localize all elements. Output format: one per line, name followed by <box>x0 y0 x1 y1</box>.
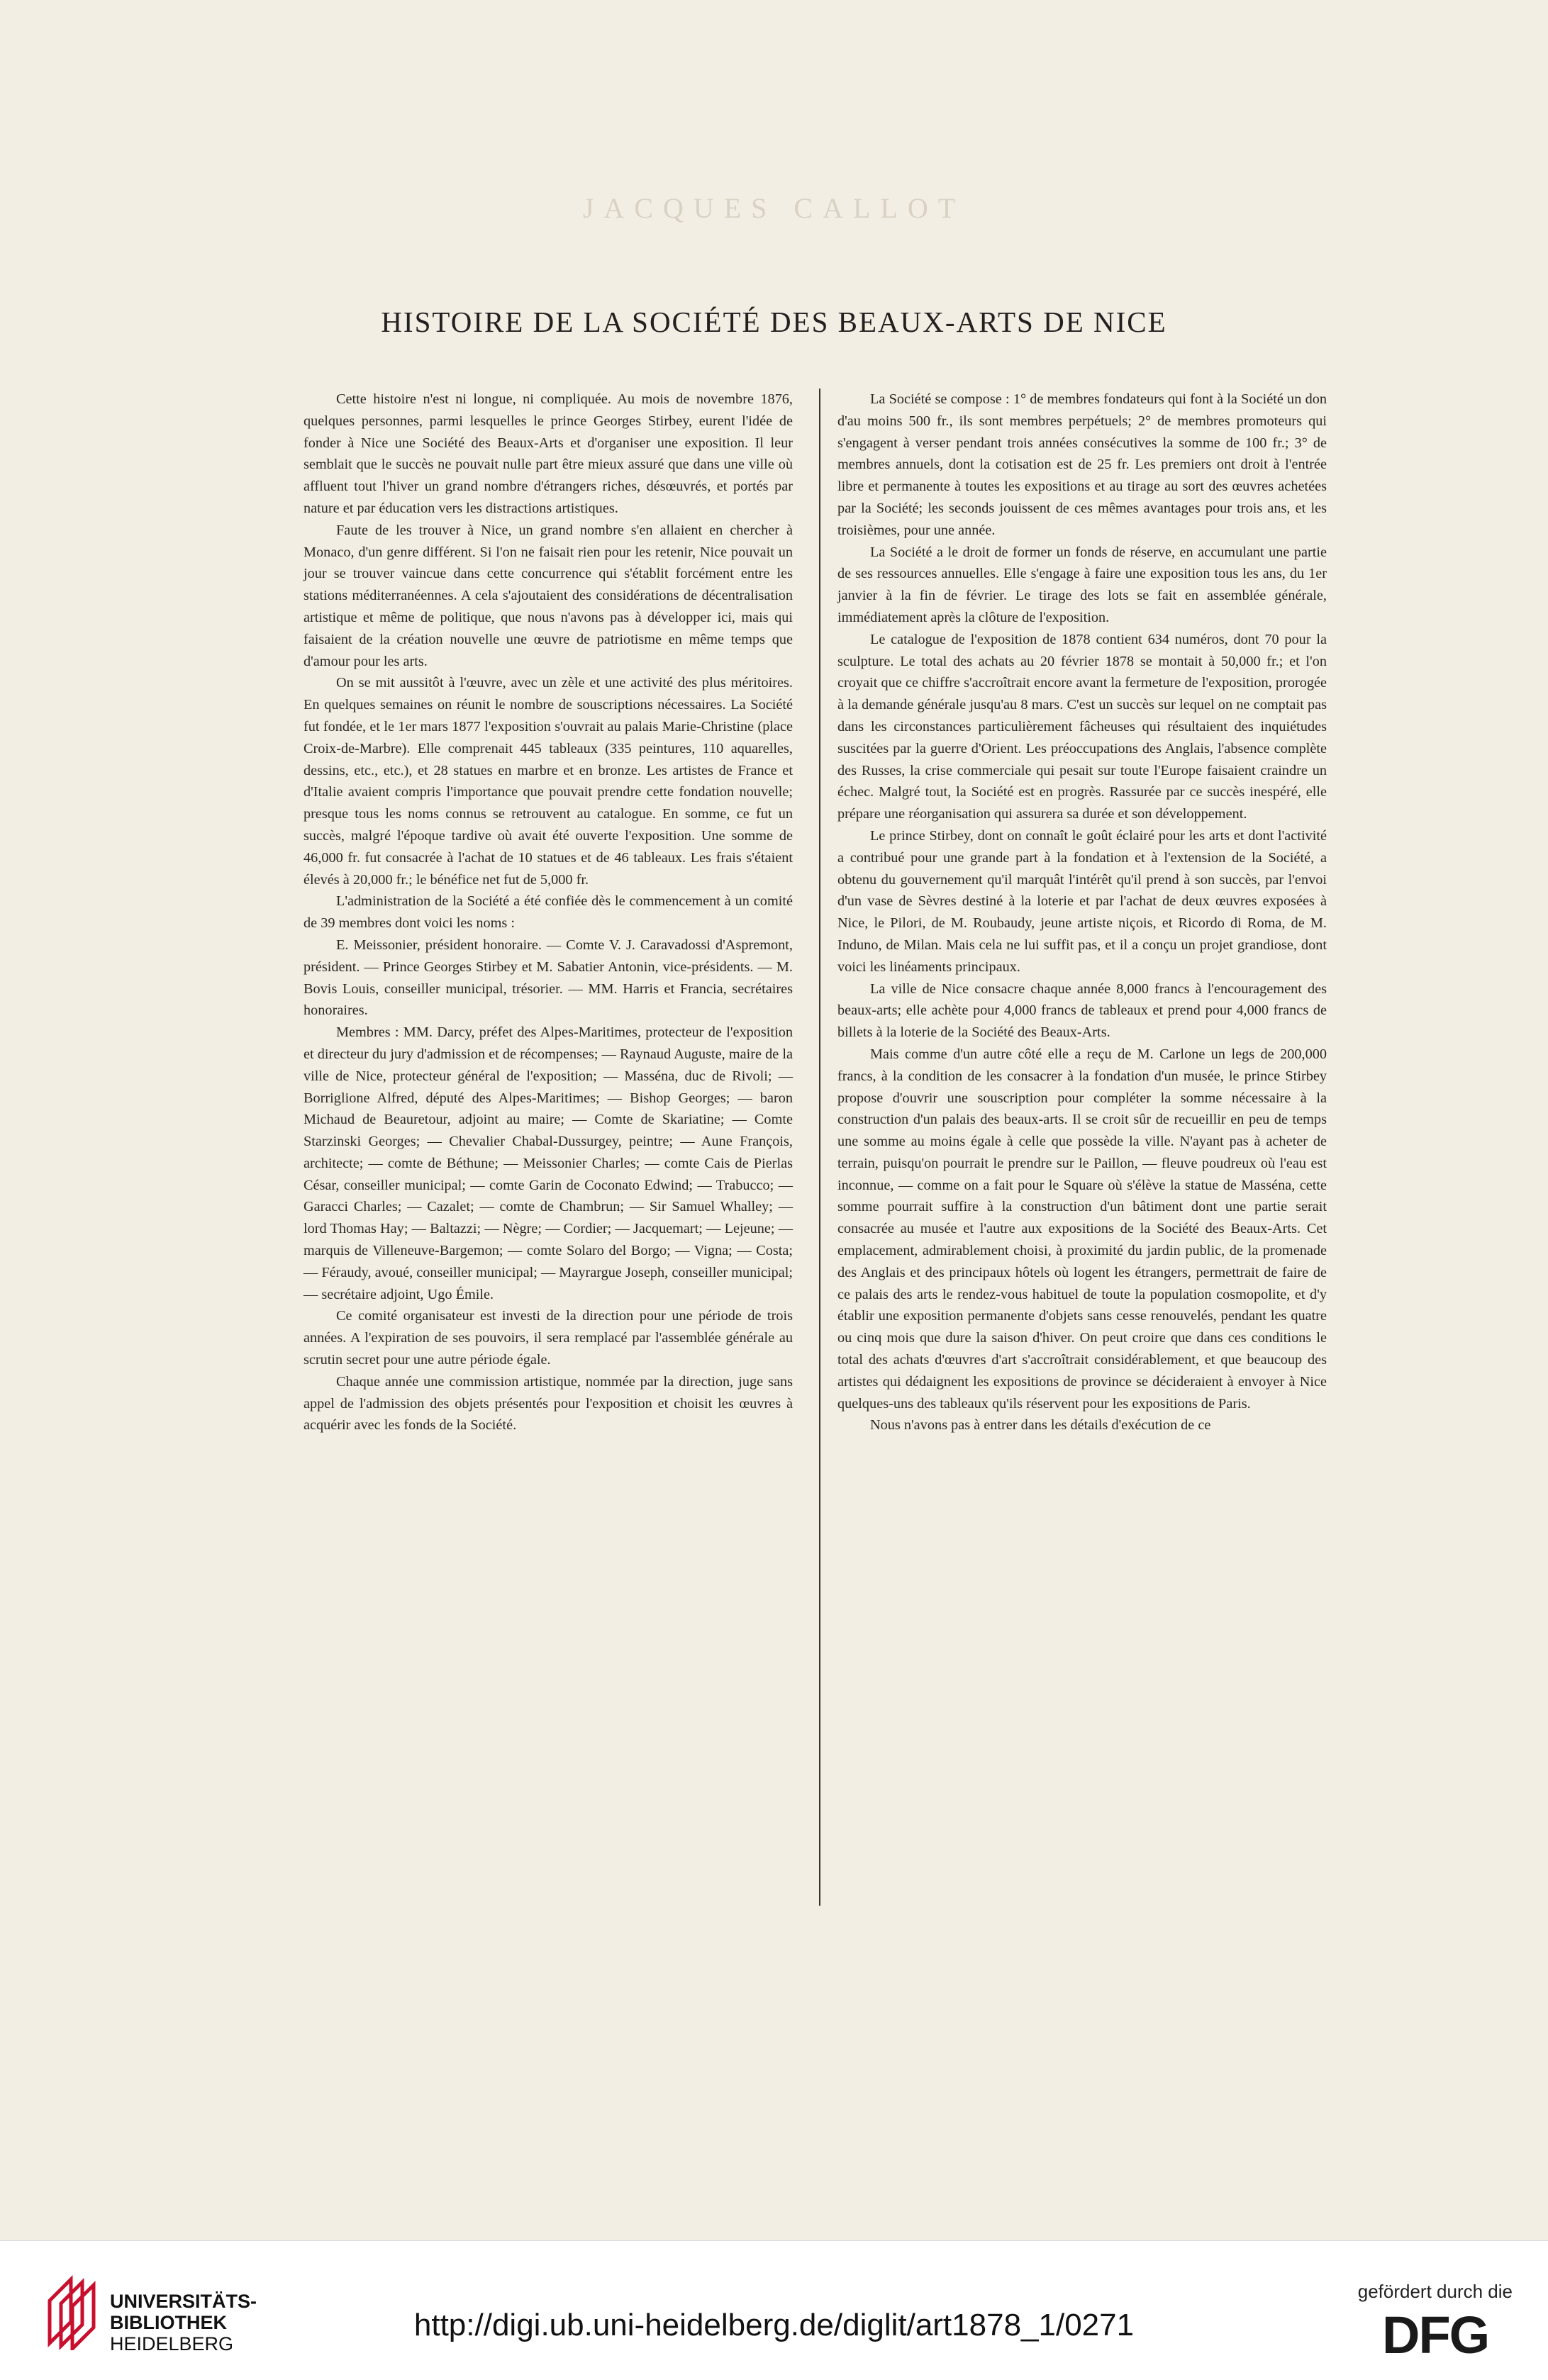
paragraph: Membres : MM. Darcy, préfet des Alpes-Maritimes, protecteur de l'exposition et directeur du jury d'admission et de récompenses; — Raynaud Auguste, maire de la ville de Nice, protecteur général de l'exposition; — Masséna, duc de Rivoli; — Borriglione Alfred, député des Alpes-Maritimes; — Bishop Georges; — baron Michaud de Beauretour, adjoint au maire; — Comte de Skariatine; — Comte Starzinski Georges; — Chevalier Chabal-Dussurgey, peintre; — Aune François, architecte; — comte de Béthune; — Meissonier Charles; — comte Cais de Pierlas César, conseiller municipal; — comte Garin de Coconato Edwind; — Trabucco; — Garacci Charles; — Cazalet; — comte de Chambrun; — Sir Samuel Whalley; — lord Thomas Hay; — Baltazzi; — Nègre; — Cordier; — Jacquemart; — Lejeune; — marquis de Villeneuve-Bargemon; — comte Solaro del Borgo; — Vigna; — Costa; — Féraudy, avoué, conseiller municipal; — Mayrargue Joseph, conseiller municipal; — secrétaire adjoint, Ugo Émile. <box>304 1024 793 1302</box>
funding-label: gefördert durch die <box>1357 2281 1513 2302</box>
paragraph: Nous n'avons pas à entrer dans les détails d'exécution de ce <box>870 1417 1211 1434</box>
paragraph: Le prince Stirbey, dont on connaît le goût éclairé pour les arts et dont l'activité a contribué pour une grande part à la fondation et à l'extension de la Société, a obtenu du gouvernement qu'il marquât l'intérêt qu'il prend à son succès, par l'envoi d'un vase de Sèvres destiné à la loterie et par l'achat de deux œuvres exposées à Nice, le Pilori, de M. Roubaudy, jeune artiste niçois, et Ricordo di Roma, de M. Induno, de Milan. Mais cela ne lui suffit pas, et il a conçu un projet grandiose, dont voici les linéaments principaux. <box>837 827 1327 975</box>
paragraph: Faute de les trouver à Nice, un grand nombre s'en allaient en chercher à Monaco, d'un genre différent. Si l'on ne faisait rien pour les retenir, Nice pouvait un jour se trouver vaincue dans cette concurrence qui s'établit forcément entre les stations méditerranéennes. A cela s'ajoutaient des considérations de décentralisation artistique et même de politique, que nous n'avons pas à développer ici, mais qui faisaient de la création nouvelle une œuvre de patriotisme en même temps que d'amour pour les arts. <box>304 522 793 669</box>
column-divider <box>819 389 820 1906</box>
paragraph: Le catalogue de l'exposition de 1878 contient 634 numéros, dont 70 pour la sculpture. Le total des achats au 20 février 1878 se montait à 50,000 fr.; et l'on croyait que ce chiffre s'accroîtrait encore avant la fermeture de l'exposition, prorogée à la demande générale jusqu'au 8 mars. C'est un succès sur lequel on ne comptait pas dans les circonstances particulièrement fâcheuses qui résultaient des inquiétudes suscitées par la guerre d'Orient. Les préoccupations des Anglais, l'absence complète des Russes, la crise commerciale qui pesait sur toute l'Europe faisaient craindre un échec. Malgré tout, la Société est en progrès. Rassurée par ce succès inespéré, elle prépare une réorganisation qui assurera sa durée et son développement. <box>837 631 1327 822</box>
paragraph: Cette histoire n'est ni longue, ni compliquée. Au mois de novembre 1876, quelques personnes, parmi lesquelles le prince Georges Stirbey, eurent l'idée de fonder à Nice une Société des Beaux-Arts et d'organiser une exposition. Il leur semblait que le succès ne pouvait nulle part être mieux assuré que dans une ville où affluent tout l'hiver un grand nombre d'étrangers riches, désœuvrés, et portés par nature et par éducation vers les distractions artistiques. <box>304 391 793 516</box>
bleed-through-text: JACQUES CALLOT <box>582 192 966 224</box>
article-title: HISTOIRE DE LA SOCIÉTÉ DES BEAUX-ARTS DE NICE <box>381 306 1167 338</box>
dfg-logo-icon[interactable] <box>1382 2309 1517 2362</box>
paragraph: Chaque année une commission artistique, nommée par la direction, juge sans appel de l'admission des objets présentés pour l'exposition et choisit les œuvres à acquérir avec les fonds de la Société. <box>304 1373 793 1434</box>
paragraph: On se mit aussitôt à l'œuvre, avec un zèle et une activité des plus méritoires. En quelques semaines on réunit le nombre de souscriptions nécessaires. La Société fut fondée, et le 1er mars 1877 l'exposition s'ouvrait au palais Marie-Christine (place Croix-de-Marbre). Elle comprenait 445 tableaux (335 peintures, 110 aquarelles, dessins, etc., etc.), et 28 statues en marbre et en bronze. Les artistes de France et d'Italie avaient compris l'importance que pouvait prendre cette fondation nouvelle; presque tous les noms connus se retrouvent au catalogue. En somme, ce fut un succès, malgré l'époque tardive où avait été ouverte l'exposition. Une somme de 46,000 fr. fut consacrée à l'achat de 10 statues et de 46 tableaux. Les frais s'étaient élevés à 20,000 fr.; le bénéfice net fut de 5,000 fr. <box>304 675 793 888</box>
paragraph: La Société se compose : 1° de membres fondateurs qui font à la Société un don d'au moins 500 fr., ils sont membres perpétuels; 2° de membres promoteurs qui s'engagent à verser pendant trois années consécutives la somme de 100 fr.; 3° de membres annuels, dont la cotisation est de 25 fr. Les premiers ont droit à l'entrée libre et permanente à toutes les expositions et au tirage au sort des œuvres achetées par la Société; les seconds jouissent de ces mêmes avantages pour trois ans, et les troisièmes, pour une année. <box>837 391 1327 538</box>
right-column <box>837 389 1327 1436</box>
permalink-url[interactable]: http://digi.ub.uni-heidelberg.de/diglit/art1878_1/0271 <box>413 2308 1135 2342</box>
paragraph: L'administration de la Société a été confiée dès le commencement à un comité de 39 membres dont voici les noms : <box>304 893 793 932</box>
paragraph: La Société a le droit de former un fonds de réserve, en accumulant une partie de ses ressources annuelles. Elle s'engage à faire une exposition tous les ans, du 1er janvier à la fin de février. Le tirage des lots se fait en assemblée générale, immédiatement après la clôture de l'exposition. <box>837 544 1327 625</box>
paragraph: E. Meissonier, président honoraire. — Comte V. J. Caravadossi d'Aspremont, président. — Prince Georges Stirbey et M. Sabatier Antonin, vice-présidents. — M. Bovis Louis, conseiller municipal, trésorier. — MM. Harris et Francia, secrétaires honoraires. <box>304 937 793 1019</box>
paragraph: La ville de Nice consacre chaque année 8,000 francs à l'encouragement des beaux-arts; elle achète pour 4,000 francs de tableaux et prend pour 4,000 francs de billets à la loterie de la Société des Beaux-Arts. <box>837 981 1327 1041</box>
left-column <box>304 389 793 1436</box>
paragraph: Mais comme d'un autre côté elle a reçu de M. Carlone un legs de 200,000 francs, à la condition de les consacrer à la fondation d'un musée, le prince Stirbey propose d'ouvrir une souscription pour compléter la somme nécessaire à la construction d'un palais des beaux-arts. Il se croit sûr de recueillir en peu de temps une somme au moins égale à celle que possède la ville. N'ayant pas à acheter de terrain, puisqu'on pourrait le prendre sur le Paillon, — fleuve poudreux où l'eau est inconnue, — comme on a fait pour le Square où s'élève la statue de Masséna, cette somme pourrait suffire à la construction d'un bâtiment dont une partie serait consacrée au musée et l'autre aux expositions de la Société des Beaux-Arts. Cet emplacement, admirablement choisi, à proximité du jardin public, de la promenade des Anglais et des principaux hôtels où logent les étrangers, permettrait de faire de ce palais des arts le rendez-vous habituel de toute la population cosmopolite, et d'y établir une exposition permanente d'objets sans cesse renouvelés, pendant les quatre ou cinq mois que dure la saison d'hiver. On peut croire que dans ces conditions le total des achats d'œuvres d'art s'accroîtrait considérablement, et que beaucoup des artistes qui dédaignent les expositions de province se décideraient à envoyer à Nice quelques-uns des tableaux qu'ils réservent pour les expositions de Paris. <box>837 1046 1327 1412</box>
library-name-line: BIBLIOTHEK <box>110 2312 227 2333</box>
library-name-line: HEIDELBERG <box>110 2333 234 2354</box>
dfg-logo-text: DFG <box>1382 2309 1489 2359</box>
paragraph: Ce comité organisateur est investi de la direction pour une période de trois années. A l'expiration de ses pouvoirs, il sera remplacé par l'assemblée générale au scrutin secret pour une autre période égale. <box>304 1308 793 1368</box>
library-name-line: UNIVERSITÄTS- <box>110 2291 257 2312</box>
digitization-footer <box>0 2240 1548 2380</box>
